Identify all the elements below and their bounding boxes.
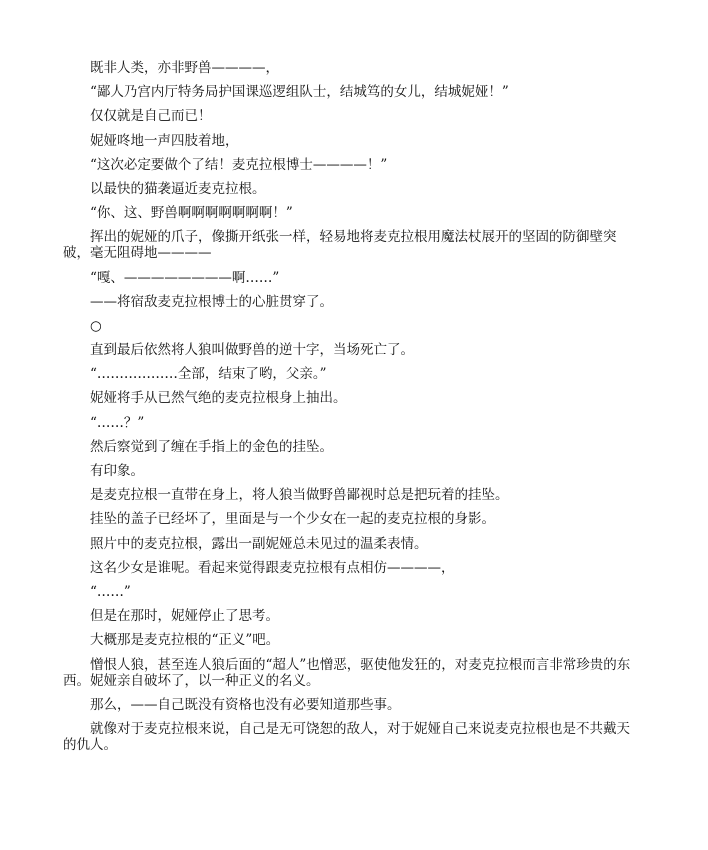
paragraph: 然后察觉到了缠在手指上的金色的挂坠。	[90, 438, 333, 455]
paragraph: “……”	[90, 583, 131, 600]
paragraph: ○	[90, 317, 102, 334]
paragraph: 是麦克拉根一直带在身上，将人狼当做野兽鄙视时总是把玩着的挂坠。	[90, 487, 509, 504]
paragraph: 但是在那时，妮娅停止了思考。	[90, 608, 279, 625]
paragraph: “鄙人乃宫内厅特务局护国课巡逻组队士，结城笃的女儿，结城妮娅！”	[90, 84, 509, 101]
paragraph: “………………全部，结束了哟，父亲。”	[90, 366, 327, 383]
paragraph: 大概那是麦克拉根的“正义”吧。	[90, 632, 280, 649]
paragraph: 挥出的妮娅的爪子，像撕开纸张一样，轻易地将麦克拉根用魔法杖展开的坚固的防御壁突破，毫无阻碍地————	[63, 229, 617, 262]
paragraph: 憎恨人狼，甚至连人狼后面的“超人”也憎恶，驱使他发狂的，对麦克拉根而言非常珍贵的东西。妮娅亲自破坏了，以一种正义的名义。	[63, 656, 631, 689]
paragraph: 就像对于麦克拉根来说，自己是无可饶恕的敌人，对于妮娅自己来说麦克拉根也是不共戴天的仇人。	[63, 720, 630, 753]
paragraph: 以最快的猫袭逼近麦克拉根。	[90, 180, 266, 197]
paragraph: 照片中的麦克拉根，露出一副妮娅总未见过的温柔表情。	[90, 535, 428, 552]
paragraph: 妮娅咚地一声四肢着地，	[90, 132, 239, 149]
paragraph: “……？”	[90, 414, 145, 431]
paragraph: 直到最后依然将人狼叫做野兽的逆十字，当场死亡了。	[90, 342, 414, 359]
paragraph: 仅仅就是自己而已！	[90, 108, 212, 125]
paragraph: 挂坠的盖子已经坏了，里面是与一个少女在一起的麦克拉根的身影。	[90, 511, 495, 528]
paragraph: ——将宿敌麦克拉根博士的心脏贯穿了。	[90, 293, 333, 310]
paragraph: 这名少女是谁呢。看起来觉得跟麦克拉根有点相仿————，	[90, 559, 455, 576]
paragraph: 那么，——自己既没有资格也没有必要知道那些事。	[90, 696, 401, 713]
paragraph: 妮娅将手从已然气绝的麦克拉根身上抽出。	[90, 390, 347, 407]
document-page	[63, 60, 638, 761]
paragraph: “你、这、野兽啊啊啊啊啊啊啊！”	[90, 205, 293, 222]
paragraph: “这次必定要做个了结！麦克拉根博士————！”	[90, 156, 388, 173]
paragraph: 既非人类，亦非野兽————，	[90, 60, 279, 76]
paragraph: “嘎、————————啊……”	[90, 269, 280, 286]
paragraph: 有印象。	[90, 463, 144, 479]
